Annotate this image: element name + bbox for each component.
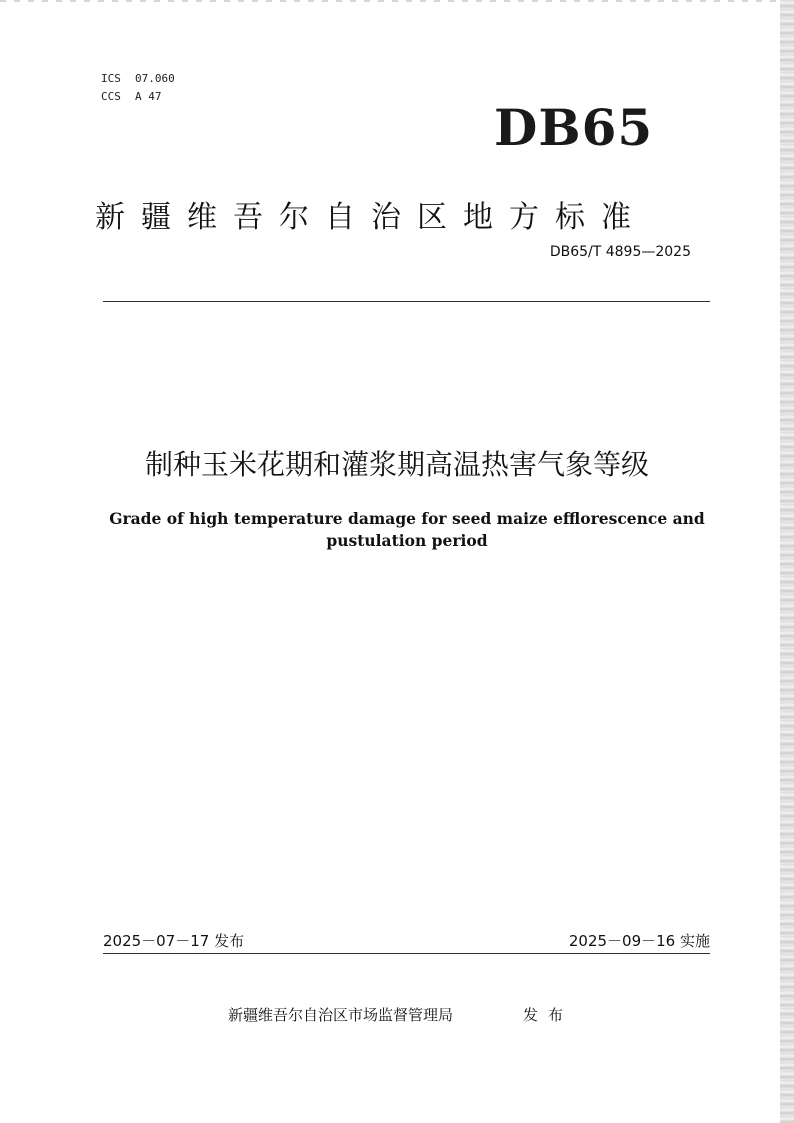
ccs-line (101, 88, 175, 106)
scan-top-edge (0, 0, 780, 2)
ccs-code: A 47 (135, 90, 162, 103)
footer-divider (103, 953, 710, 954)
release-date: 2025－07－17 发布 (103, 932, 245, 950)
scan-right-edge (780, 0, 794, 1123)
issue-label: 发布 (523, 1006, 574, 1024)
db65-logo: DB65 (494, 98, 654, 157)
issuing-authority: 新疆维吾尔自治区市场监督管理局 (228, 1006, 454, 1024)
title-english: Grade of high temperature damage for seed maize efflorescence and pustulation period (109, 509, 705, 550)
implementation-date: 2025－09－16 实施 (568, 932, 710, 950)
ccs-label: CCS (101, 90, 121, 103)
header-divider (103, 301, 710, 302)
ics-label: ICS (101, 72, 121, 85)
standard-number: DB65/T 4895—2025 (549, 244, 691, 260)
title-chinese: 制种玉米花期和灌浆期高温热害气象等级 (144, 448, 649, 481)
ics-line (101, 70, 175, 88)
standard-name: 新疆维吾尔自治区地方标准 (95, 200, 647, 235)
ics-code: 07.060 (135, 72, 175, 85)
classification-codes (101, 70, 175, 106)
